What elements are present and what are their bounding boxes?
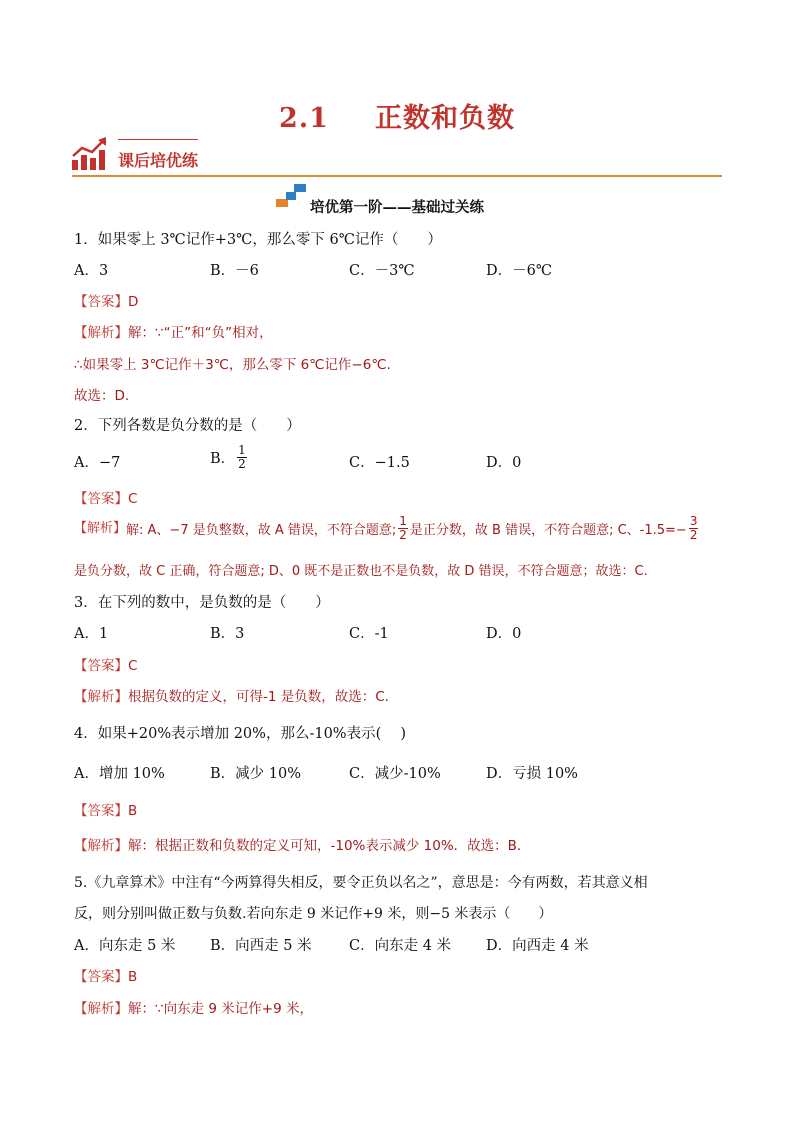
q4-option-b: B．减少 10% xyxy=(210,766,301,782)
q1-analysis-line-2: ∴如果零上 3℃记作＋3℃，那么零下 6℃记作−6℃. xyxy=(74,357,391,373)
q3-answer: 【答案】C xyxy=(74,658,138,674)
q1-stem: 1．如果零上 3℃记作+3℃，那么零下 6℃记作（ ） xyxy=(74,232,442,248)
q4-option-c: C．减少-10% xyxy=(349,766,441,782)
q5-stem-line-1: 5.《九章算术》中注有“今两算得失相反，要令正负以名之”，意思是：今有两数，若其意义相 xyxy=(74,875,648,891)
banner-top-line xyxy=(118,139,198,140)
q1-option-c: C．－3℃ xyxy=(349,263,415,279)
q3-option-d: D．0 xyxy=(486,626,522,642)
q2-analysis-line-1: 【解析】解: A、−7 是负整数，故 A 错误，不符合题意; $\frac{1}{2}$ 是正分数，故 B 错误，不符合题意; C、-1.5=− $\frac{3}{2}$ xyxy=(74,514,698,542)
banner-label: 课后培优练 xyxy=(118,151,199,170)
q4-option-d: D．亏损 10% xyxy=(486,766,578,782)
q2-option-a: A．−7 xyxy=(74,455,121,471)
q4-stem: 4．如果+20%表示增加 20%，那么-10%表示( ) xyxy=(74,726,406,742)
stairs-icon xyxy=(276,182,308,208)
q5-stem-line-2: 反，则分别叫做正数与负数.若向东走 9 米记作+9 米，则−5 米表示（ ） xyxy=(74,906,553,922)
q1-answer: 【答案】D xyxy=(74,294,139,310)
q2-answer: 【答案】C xyxy=(74,491,138,507)
growth-chart-icon xyxy=(70,136,110,172)
q4-answer: 【答案】B xyxy=(74,803,138,819)
page-title xyxy=(0,96,794,135)
banner-divider xyxy=(72,175,722,177)
q4-option-a: A．增加 10% xyxy=(74,766,165,782)
q3-option-b: B．3 xyxy=(210,626,245,642)
q1-option-b: B．－6 xyxy=(210,263,259,279)
q4-analysis: 【解析】解：根据正数和负数的定义可知，-10%表示减少 10%．故选：B． xyxy=(74,838,531,854)
q3-option-c: C．-1 xyxy=(349,626,389,642)
q5-analysis: 【解析】解：∵向东走 9 米记作+9 米， xyxy=(74,1001,313,1017)
q3-analysis: 【解析】根据负数的定义，可得-1 是负数，故选：C. xyxy=(74,689,389,705)
stage-heading: 培优第一阶——基础过关练 xyxy=(310,199,484,216)
q2-analysis-line-2: 是负分数，故 C 正确，符合题意; D、0 既不是正数也不是负数，故 D 错误，不符合题意；故选：C. xyxy=(74,564,648,579)
q3-stem: 3．在下列的数中，是负数的是（ ） xyxy=(74,595,330,611)
q2-option-d: D．0 xyxy=(486,455,522,471)
q1-analysis-line-3: 故选：D. xyxy=(74,388,130,404)
q2-option-c: C．−1.5 xyxy=(349,455,410,471)
section-title: 正数和负数 xyxy=(374,103,515,134)
q1-option-a: A．3 xyxy=(74,263,109,279)
q3-option-a: A．1 xyxy=(74,626,109,642)
q5-option-b: B．向西走 5 米 xyxy=(210,938,312,954)
q2-stem: 2．下列各数是负分数的是（ ） xyxy=(74,418,301,434)
q1-option-d: D．－6℃ xyxy=(486,263,553,279)
q2-option-b: B． $\frac{1}{2}$ xyxy=(210,443,246,471)
q1-analysis-line-1: 【解析】解：∵“正”和“负”相对， xyxy=(74,325,273,341)
q5-option-a: A．向东走 5 米 xyxy=(74,938,176,954)
q5-answer: 【答案】B xyxy=(74,969,138,985)
q5-option-d: D．向西走 4 米 xyxy=(486,938,589,954)
q5-option-c: C．向东走 4 米 xyxy=(349,938,452,954)
section-number: 2.1 xyxy=(279,103,329,134)
